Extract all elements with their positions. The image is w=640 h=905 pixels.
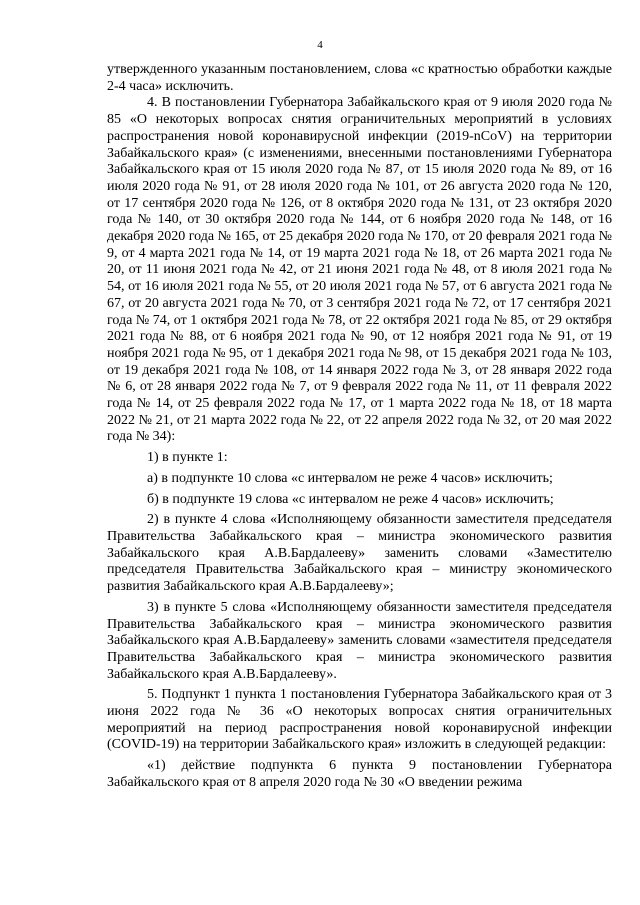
- paragraph-subitem-2: 2) в пункте 4 слова «Исполняющему обязанности заместителя председателя Правительства Забайкальского края – министра экономического развития Забайкальского края А.В.Бардалееву» заменить словами «Заместителю председателя Правительства Забайкальского края – министру экономического развития Забайкальского края А.В.Бардалееву»;: [107, 512, 612, 595]
- page-number: 4: [317, 39, 323, 51]
- paragraph-item-5: 5. Подпункт 1 пункта 1 постановления Губернатора Забайкальского края от 3 июня 2022 года № 36 «О некоторых вопросах снятия ограничительных мероприятий на период распространения новой коронавирусной инфекции (COVID-19) на территории Забайкальского края» изложить в следующей редакции:: [107, 687, 612, 753]
- paragraph-item-4: 4. В постановлении Губернатора Забайкальского края от 9 июля 2020 года № 85 «О некоторых вопросах снятия ограничительных мероприятий в условиях распространения новой коронавирусной инфекции (2019-nCoV) на территории Забайкальского края» (с изменениями, внесенными постановлениями Губернатора Забайкальского края от 15 июля 2020 года № 87, от 15 июля 2020 года № 89, от 16 июля 2020 года № 91, от 28 июля 2020 года № 101, от 26 августа 2020 года № 120, от 17 сентября 2020 года № 126, от 8 октября 2020 года № 131, от 23 октября 2020 года № 140, от 30 октября 2020 года № 144, от 6 ноября 2020 года № 148, от 16 декабря 2020 года № 165, от 25 декабря 2020 года № 170, от 20 февраля 2021 года № 9, от 4 марта 2021 года № 14, от 19 марта 2021 года № 18, от 26 марта 2021 года № 20, от 11 июня 2021 года № 42, от 21 июня 2021 года № 48, от 8 июля 2021 года № 54, от 16 июля 2021 года № 55, от 20 июля 2021 года № 57, от 6 августа 2021 года № 67, от 20 августа 2021 года № 70, от 3 сентября 2021 года № 72, от 17 сентября 2021 года № 74, от 1 октября 2021 года № 78, от 22 октября 2021 года № 85, от 29 октября 2021 года № 88, от 6 ноября 2021 года № 90, от 12 ноября 2021 года № 91, от 19 ноября 2021 года № 95, от 1 декабря 2021 года № 98, от 15 декабря 2021 года № 103, от 19 декабря 2021 года № 108, от 14 января 2022 года № 3, от 28 января 2022 года № 6, от 28 января 2022 года № 7, от 9 февраля 2022 года № 11, от 11 февраля 2022 года № 14, от 25 февраля 2022 года № 17, от 1 марта 2022 года № 18, от 18 марта 2022 № 21, от 21 марта 2022 года № 22, от 22 апреля 2022 года № 32, от 20 мая 2022 года № 34):: [107, 95, 612, 445]
- paragraph-subitem-3: 3) в пункте 5 слова «Исполняющему обязанности заместителя председателя Правительства Забайкальского края – министра экономического развития Забайкальского края А.В.Бардалееву» заменить словами «заместителя председателя Правительства Забайкальского края – министра экономического развития Забайкальского края А.В.Бардалееву».: [107, 599, 612, 682]
- paragraph-continuation: утвержденного указанным постановлением, слова «с кратностью обработки каждые 2-4 часа» исключить.: [107, 62, 612, 94]
- paragraph-subitem-1: 1) в пункте 1:: [147, 450, 228, 466]
- paragraph-subitem-1a: а) в подпункте 10 слова «с интервалом не реже 4 часов» исключить;: [147, 470, 553, 486]
- document-body: [107, 62, 612, 792]
- paragraph-subitem-1b: б) в подпункте 19 слова «с интервалом не реже 4 часов» исключить;: [147, 491, 554, 507]
- paragraph-quoted-subitem-1: «1) действие подпункта 6 пункта 9 постановлении Губернатора Забайкальского края от 8 апреля 2020 года № 30 «О введении режима: [107, 758, 612, 790]
